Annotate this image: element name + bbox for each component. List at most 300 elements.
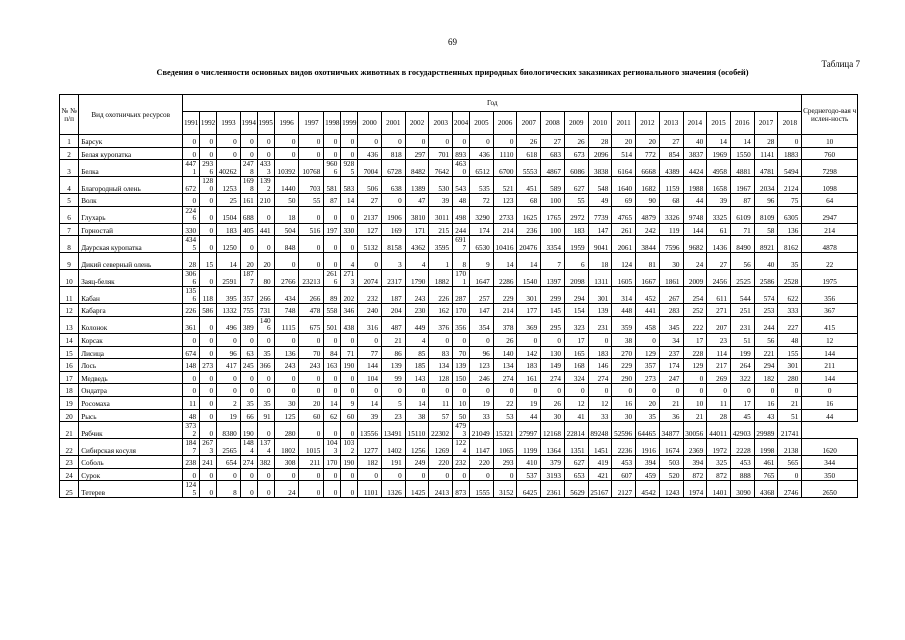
value-cell: 611 <box>707 287 731 304</box>
value-cell: 0 <box>324 384 341 397</box>
value-cell: 1032 <box>341 439 358 456</box>
year-header: 2015 <box>707 112 731 135</box>
value-cell: 202 <box>341 287 358 304</box>
value-cell: 872 <box>707 468 731 481</box>
table-body <box>60 135 858 498</box>
value-cell: 1402 <box>381 439 405 456</box>
value-cell: 100 <box>541 194 565 207</box>
row-number: 21 <box>60 422 79 439</box>
value-cell: 356 <box>453 316 470 333</box>
value-cell: 2591 <box>217 270 241 287</box>
value-cell: 20 <box>636 396 660 409</box>
value-cell: 28 <box>707 409 731 422</box>
value-cell: 123 <box>470 359 494 372</box>
value-cell: 0 <box>381 135 405 148</box>
value-cell: 501 <box>324 316 341 333</box>
value-cell: 487 <box>381 316 405 333</box>
value-cell: 0 <box>200 346 217 359</box>
species-name: Рябчик <box>79 422 183 439</box>
value-cell: 247 <box>659 371 683 384</box>
value-cell: 0 <box>183 468 200 481</box>
average-cell: 760 <box>802 147 858 160</box>
value-cell: 0 <box>299 135 324 148</box>
value-cell: 28 <box>588 135 612 148</box>
value-cell: 136 <box>778 223 802 236</box>
value-cell: 521 <box>493 177 517 194</box>
value-cell: 2236 <box>612 439 636 456</box>
value-cell: 0 <box>636 333 660 346</box>
value-cell: 558 <box>324 304 341 317</box>
value-cell: 0 <box>274 333 299 346</box>
row-number: 19 <box>60 396 79 409</box>
value-cell: 0 <box>200 409 217 422</box>
value-cell: 1605 <box>612 270 636 287</box>
species-name: Горностай <box>79 223 183 236</box>
value-cell: 145 <box>541 304 565 317</box>
value-cell: 2009 <box>683 270 707 287</box>
value-cell: 165 <box>564 346 588 359</box>
value-cell: 20 <box>636 135 660 148</box>
value-cell: 6512 <box>470 160 494 177</box>
value-cell: 124 <box>612 253 636 270</box>
value-cell: 0 <box>453 468 470 481</box>
row-number: 1 <box>60 135 79 148</box>
value-cell: 0 <box>200 236 217 253</box>
average-cell: 22 <box>802 253 858 270</box>
value-cell: 0 <box>200 481 217 498</box>
value-cell: 537 <box>517 468 541 481</box>
value-cell: 1 <box>429 253 453 270</box>
row-number: 5 <box>60 194 79 207</box>
value-cell: 246 <box>470 371 494 384</box>
value-cell: 0 <box>200 316 217 333</box>
value-cell: 146 <box>588 359 612 372</box>
value-cell: 4765 <box>612 206 636 223</box>
value-cell: 27 <box>358 194 382 207</box>
value-cell: 0 <box>588 333 612 346</box>
value-cell: 0 <box>240 236 257 253</box>
value-cell: 39 <box>358 409 382 422</box>
value-cell: 26 <box>493 333 517 346</box>
value-cell: 4781 <box>754 160 778 177</box>
value-cell: 0 <box>200 194 217 207</box>
row-number: 13 <box>60 316 79 333</box>
value-cell: 627 <box>564 177 588 194</box>
value-cell: 215 <box>429 223 453 236</box>
value-cell: 9748 <box>683 206 707 223</box>
value-cell: 10416 <box>493 236 517 253</box>
value-cell: 57 <box>429 409 453 422</box>
row-number: 2 <box>60 147 79 160</box>
value-cell: 818 <box>381 147 405 160</box>
value-cell: 0 <box>612 384 636 397</box>
value-cell: 4 <box>405 333 429 346</box>
value-cell: 448 <box>612 304 636 317</box>
value-cell: 171 <box>405 223 429 236</box>
value-cell: 1550 <box>730 147 754 160</box>
value-cell: 1159 <box>659 177 683 194</box>
value-cell: 1141 <box>754 147 778 160</box>
row-number: 4 <box>60 177 79 194</box>
value-cell: 14 <box>730 135 754 148</box>
value-cell: 0 <box>707 384 731 397</box>
value-cell: 149 <box>541 359 565 372</box>
value-cell: 244 <box>453 223 470 236</box>
value-cell: 1916 <box>636 439 660 456</box>
value-cell: 0 <box>240 147 257 160</box>
value-cell: 27 <box>541 135 565 148</box>
value-cell: 51 <box>730 333 754 346</box>
value-cell: 345 <box>659 316 683 333</box>
value-cell: 4879 <box>636 206 660 223</box>
value-cell: 4345 <box>183 236 200 253</box>
value-cell: 190 <box>341 456 358 469</box>
value-cell: 45 <box>730 409 754 422</box>
value-cell: 119 <box>659 223 683 236</box>
value-cell: 0 <box>754 384 778 397</box>
value-cell: 18 <box>274 206 299 223</box>
value-cell: 35 <box>636 409 660 422</box>
value-cell: 0 <box>429 333 453 346</box>
value-cell: 765 <box>754 468 778 481</box>
value-cell: 461 <box>754 456 778 469</box>
value-cell: 0 <box>324 236 341 253</box>
species-name: Медведь <box>79 371 183 384</box>
value-cell: 44 <box>683 194 707 207</box>
value-cell: 14 <box>517 253 541 270</box>
value-cell: 51 <box>778 409 802 422</box>
value-cell: 64465 <box>636 422 660 439</box>
value-cell: 0 <box>200 422 217 439</box>
year-header: 2018 <box>778 112 802 135</box>
value-cell: 2096 <box>588 147 612 160</box>
row-number: 16 <box>60 359 79 372</box>
value-cell: 1555 <box>470 481 494 498</box>
value-cell: 297 <box>405 147 429 160</box>
value-cell: 4867 <box>541 160 565 177</box>
value-cell: 7 <box>541 253 565 270</box>
value-cell: 3152 <box>493 481 517 498</box>
value-cell: 147 <box>588 223 612 236</box>
value-cell: 0 <box>730 384 754 397</box>
value-cell: 148 <box>183 359 200 372</box>
value-cell: 28 <box>183 253 200 270</box>
value-cell: 583 <box>341 177 358 194</box>
value-cell: 2061 <box>612 236 636 253</box>
row-number: 9 <box>60 253 79 270</box>
table-row <box>60 371 858 384</box>
value-cell: 0 <box>341 333 358 346</box>
value-cell: 21049 <box>470 422 494 439</box>
value-cell: 0 <box>358 384 382 397</box>
row-number: 23 <box>60 456 79 469</box>
value-cell: 0 <box>324 481 341 498</box>
value-cell: 683 <box>541 147 565 160</box>
value-cell: 565 <box>778 456 802 469</box>
value-cell: 10392 <box>274 160 299 177</box>
value-cell: 1364 <box>541 439 565 456</box>
value-cell: 71 <box>341 346 358 359</box>
value-cell: 273 <box>636 371 660 384</box>
value-cell: 127 <box>358 223 382 236</box>
value-cell: 271 <box>707 304 731 317</box>
value-cell: 417 <box>217 359 241 372</box>
value-cell: 1115 <box>274 316 299 333</box>
average-cell: 44 <box>802 409 858 422</box>
value-cell: 2456 <box>707 270 731 287</box>
value-cell: 0 <box>381 194 405 207</box>
value-cell: 63 <box>240 346 257 359</box>
value-cell: 4389 <box>659 160 683 177</box>
table-row <box>60 147 858 160</box>
value-cell: 516 <box>299 223 324 236</box>
value-cell: 44011 <box>707 422 731 439</box>
value-cell: 25167 <box>588 481 612 498</box>
value-cell: 72 <box>470 194 494 207</box>
value-cell: 294 <box>564 287 588 304</box>
value-cell: 177 <box>517 304 541 317</box>
value-cell: 2074 <box>358 270 382 287</box>
value-cell: 1988 <box>683 177 707 194</box>
table-row <box>60 456 858 469</box>
value-cell: 378 <box>493 316 517 333</box>
value-cell: 506 <box>358 177 382 194</box>
value-cell: 89248 <box>588 422 612 439</box>
value-cell: 0 <box>183 135 200 148</box>
value-cell: 257 <box>470 287 494 304</box>
value-cell: 68 <box>517 194 541 207</box>
value-cell: 0 <box>778 384 802 397</box>
value-cell: 267 <box>659 287 683 304</box>
value-cell: 0 <box>200 206 217 223</box>
value-cell: 274 <box>240 456 257 469</box>
value-cell: 2034 <box>754 177 778 194</box>
value-cell: 48 <box>183 409 200 422</box>
value-cell: 2369 <box>683 439 707 456</box>
value-cell: 672 <box>183 177 200 194</box>
year-header: 2004 <box>453 112 470 135</box>
value-cell: 207 <box>707 316 731 333</box>
value-cell: 8 <box>453 253 470 270</box>
value-cell: 0 <box>217 468 241 481</box>
species-name: Колонок <box>79 316 183 333</box>
table-row <box>60 422 858 439</box>
value-cell: 0 <box>257 468 274 481</box>
value-cell: 503 <box>659 456 683 469</box>
value-cell: 199 <box>730 346 754 359</box>
value-cell: 290 <box>612 371 636 384</box>
value-cell: 39 <box>707 194 731 207</box>
value-cell: 3326 <box>659 206 683 223</box>
value-cell: 3595 <box>429 236 453 253</box>
value-cell: 114 <box>707 346 731 359</box>
value-cell: 2733 <box>493 206 517 223</box>
value-cell: 0 <box>257 147 274 160</box>
value-cell: 21 <box>659 396 683 409</box>
value-cell: 269 <box>707 371 731 384</box>
value-cell: 66 <box>240 409 257 422</box>
year-header: 2017 <box>754 112 778 135</box>
value-cell: 0 <box>274 468 299 481</box>
value-cell: 2766 <box>274 270 299 287</box>
row-number: 18 <box>60 384 79 397</box>
value-cell: 183 <box>517 359 541 372</box>
value-cell: 9285 <box>341 160 358 177</box>
value-cell: 40262 <box>217 160 241 177</box>
value-cell: 295 <box>541 316 565 333</box>
value-cell: 35 <box>240 396 257 409</box>
value-cell: 1101 <box>358 481 382 498</box>
value-cell: 0 <box>217 333 241 346</box>
value-cell: 586 <box>200 304 217 317</box>
value-cell: 8482 <box>405 160 429 177</box>
value-cell: 2713 <box>341 270 358 287</box>
average-cell: 0 <box>802 384 858 397</box>
value-cell: 1967 <box>730 177 754 194</box>
value-cell: 17 <box>730 396 754 409</box>
value-cell: 0 <box>683 371 707 384</box>
value-cell: 5629 <box>564 481 588 498</box>
value-cell: 389 <box>240 316 257 333</box>
value-cell: 1847 <box>183 439 200 456</box>
value-cell: 0 <box>324 253 341 270</box>
value-cell: 1882 <box>429 270 453 287</box>
value-cell: 0 <box>200 396 217 409</box>
value-cell: 2098 <box>564 270 588 287</box>
value-cell: 731 <box>257 304 274 317</box>
value-cell: 42903 <box>730 422 754 439</box>
value-cell: 210 <box>257 194 274 207</box>
value-cell: 1436 <box>707 236 731 253</box>
value-cell: 330 <box>341 223 358 236</box>
value-cell: 34 <box>659 333 683 346</box>
value-cell: 39 <box>429 194 453 207</box>
year-header: 1995 <box>257 112 274 135</box>
value-cell: 2936 <box>200 160 217 177</box>
species-name: Даурская куропатка <box>79 236 183 253</box>
value-cell: 9606 <box>324 160 341 177</box>
year-header: 2003 <box>429 112 453 135</box>
value-cell: 0 <box>493 135 517 148</box>
value-cell: 0 <box>453 333 470 346</box>
value-cell: 3193 <box>541 468 565 481</box>
value-cell: 222 <box>683 316 707 333</box>
value-cell: 15 <box>200 253 217 270</box>
value-cell: 6668 <box>636 160 660 177</box>
value-cell: 0 <box>381 384 405 397</box>
value-cell: 0 <box>324 333 341 346</box>
value-cell: 161 <box>240 194 257 207</box>
value-cell: 10 <box>453 396 470 409</box>
value-cell: 220 <box>429 456 453 469</box>
value-cell: 299 <box>541 287 565 304</box>
value-cell: 170 <box>453 304 470 317</box>
value-cell: 1640 <box>612 177 636 194</box>
value-cell: 0 <box>200 371 217 384</box>
value-cell: 150 <box>453 371 470 384</box>
value-cell: 4881 <box>730 160 754 177</box>
value-cell: 89 <box>324 287 341 304</box>
value-cell: 1998 <box>754 439 778 456</box>
value-cell: 0 <box>183 371 200 384</box>
value-cell: 453 <box>612 456 636 469</box>
table-row <box>60 333 858 346</box>
value-cell: 0 <box>778 468 802 481</box>
value-cell: 504 <box>274 223 299 236</box>
value-cell: 1389 <box>405 177 429 194</box>
value-cell: 9 <box>341 396 358 409</box>
value-cell: 17 <box>564 333 588 346</box>
value-cell: 26 <box>541 396 565 409</box>
value-cell: 544 <box>730 287 754 304</box>
value-cell: 14 <box>324 396 341 409</box>
value-cell: 24 <box>683 253 707 270</box>
value-cell: 241 <box>200 456 217 469</box>
value-cell: 226 <box>183 304 200 317</box>
table-row <box>60 287 858 304</box>
value-cell: 236 <box>517 223 541 236</box>
value-cell: 14 <box>405 396 429 409</box>
value-cell: 675 <box>299 316 324 333</box>
value-cell: 0 <box>341 135 358 148</box>
value-cell: 23 <box>381 409 405 422</box>
value-cell: 1440 <box>274 177 299 194</box>
value-cell: 434 <box>274 287 299 304</box>
value-cell: 217 <box>707 359 731 372</box>
value-cell: 0 <box>324 147 341 160</box>
value-cell: 1065 <box>493 439 517 456</box>
value-cell: 316 <box>358 316 382 333</box>
value-cell: 134 <box>429 359 453 372</box>
value-cell: 25 <box>217 194 241 207</box>
value-cell: 1682 <box>636 177 660 194</box>
species-name: Лисица <box>79 346 183 359</box>
value-cell: 0 <box>341 481 358 498</box>
value-cell: 543 <box>453 177 470 194</box>
value-cell: 252 <box>683 304 707 317</box>
value-cell: 12168 <box>541 422 565 439</box>
value-cell: 6425 <box>517 481 541 498</box>
value-cell: 0 <box>517 333 541 346</box>
value-cell: 0 <box>257 422 274 439</box>
value-cell: 16 <box>612 396 636 409</box>
value-cell: 0 <box>274 147 299 160</box>
value-cell: 96 <box>470 346 494 359</box>
value-cell: 1484 <box>240 439 257 456</box>
value-cell: 53 <box>493 409 517 422</box>
value-cell: 0 <box>470 333 494 346</box>
value-cell: 8490 <box>730 236 754 253</box>
value-cell: 6086 <box>564 160 588 177</box>
row-number: 24 <box>60 468 79 481</box>
value-cell: 139 <box>381 359 405 372</box>
value-cell: 0 <box>183 333 200 346</box>
value-cell: 1256 <box>405 439 429 456</box>
value-cell: 1280 <box>200 177 217 194</box>
year-header: 1997 <box>299 112 324 135</box>
species-name: Сибирская косуля <box>79 439 183 456</box>
value-cell: 90 <box>636 194 660 207</box>
species-name: Тетерев <box>79 481 183 498</box>
value-cell: 204 <box>381 304 405 317</box>
value-cell: 3844 <box>636 236 660 253</box>
value-cell: 30 <box>541 409 565 422</box>
value-cell: 35 <box>257 396 274 409</box>
value-cell: 0 <box>470 384 494 397</box>
value-cell: 5494 <box>778 160 802 177</box>
value-cell: 0 <box>257 333 274 346</box>
value-cell: 144 <box>683 223 707 236</box>
